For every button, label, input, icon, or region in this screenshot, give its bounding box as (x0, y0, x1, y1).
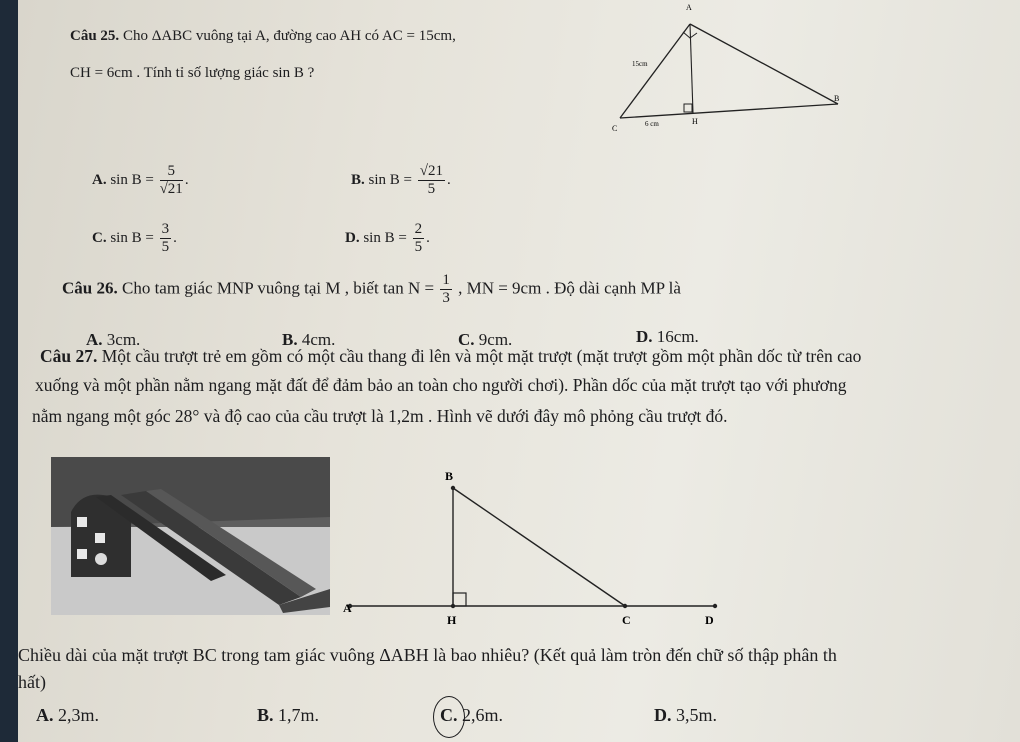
q27-option-c[interactable] (440, 705, 503, 726)
q26-label: Câu 26. (62, 278, 118, 298)
q26-question (62, 272, 681, 308)
q25-option-c-den: 5 (161, 239, 170, 256)
q27-question-2: hất) (18, 672, 46, 692)
q25-option-a-den: √21 (159, 181, 183, 198)
q26-option-d-text: 16cm. (656, 327, 699, 346)
q27-text-2: xuống và một phần nằm ngang mặt đất để đảm bảo an toàn cho người chơi). Phần dốc của mặt trượt tạo với phương (35, 375, 847, 395)
q25-fig-label-H: H (692, 117, 698, 126)
q27-question-1: Chiều dài của mặt trượt BC trong tam giác vuông ΔABH là bao nhiêu? (Kết quả làm tròn đến chữ số thập phân th (18, 645, 837, 665)
q27-label: Câu 27. (40, 346, 98, 366)
q25-option-a-letter: A. (92, 172, 107, 189)
q26-option-a-letter: A. (86, 330, 103, 349)
q25-option-b-lhs: sin B = (368, 172, 412, 189)
q27-option-d[interactable] (654, 705, 717, 726)
q26-frac-den: 3 (442, 290, 450, 307)
q27-option-a-text: 2,3m. (58, 705, 100, 725)
q25-label: Câu 25. (70, 28, 120, 44)
paper-page (18, 0, 1020, 742)
q25-option-c-tail: . (173, 230, 177, 247)
slide-photo (51, 457, 330, 615)
q25-option-b[interactable] (351, 163, 451, 199)
q26-option-c-text: 9cm. (478, 330, 513, 349)
q25-option-b-tail: . (446, 172, 451, 189)
q25-option-d[interactable] (345, 221, 430, 257)
q25-fig-label-C: C (612, 124, 618, 133)
q27-option-a[interactable] (36, 705, 99, 726)
q27-text-3: nằm ngang một góc 28° và độ cao của cầu trượt là 1,2m . Hình vẽ dưới đây mô phỏng cầu trượt đó. (32, 406, 728, 426)
q25-option-b-den: 5 (427, 181, 436, 198)
q25-option-c[interactable] (92, 221, 177, 257)
q27-fig-label-D: D (705, 613, 714, 627)
q25-option-c-lhs: sin B = (110, 230, 154, 247)
q27-option-c-text: 2,6m. (462, 705, 504, 725)
q25-option-d-den: 5 (414, 239, 423, 256)
q25-option-c-letter: C. (92, 230, 107, 247)
q26-option-b-letter: B. (282, 330, 298, 349)
q25-fig-label-ch: 6 cm (645, 120, 659, 128)
q25-fig-label-A: A (686, 3, 692, 12)
q26-text-post: , MN = 9cm . Độ dài cạnh MP là (458, 278, 681, 298)
q27-fig-label-B: B (445, 469, 454, 483)
q25-option-d-letter: D. (345, 230, 360, 247)
q26-frac-num: 1 (440, 272, 452, 290)
q25-option-a[interactable] (92, 163, 189, 199)
q25-fig-label-B: B (834, 94, 840, 103)
q25-text-1: Cho ΔABC vuông tại A, đường cao AH có AC = 15cm, (122, 28, 456, 44)
q25-line1 (70, 28, 456, 45)
q27-line1: Một cầu trượt trẻ em gồm có một cầu thang đi lên và một mặt trượt (mặt trượt gồm một phần dốc từ trên cao (101, 346, 862, 366)
q26-option-d[interactable] (636, 327, 699, 347)
q27-option-d-text: 3,5m. (676, 705, 718, 725)
q27-fig-label-C: C (622, 613, 631, 627)
q26-option-d-letter: D. (636, 327, 653, 346)
q27-option-c-letter: C. (440, 705, 458, 725)
q27-fig-label-A: A (343, 601, 352, 615)
q25-option-a-num: 5 (160, 163, 183, 181)
q27-option-b-letter: B. (257, 705, 274, 725)
q25-option-c-num: 3 (160, 221, 172, 239)
q26-text-pre: Cho tam giác MNP vuông tại M , biết tan N = (121, 278, 435, 298)
q27-option-d-letter: D. (654, 705, 672, 725)
q26-option-a-text: 3cm. (106, 330, 141, 349)
q25-option-b-num: √21 (418, 163, 445, 181)
q26-option-b-text: 4cm. (301, 330, 336, 349)
q25-option-a-lhs: sin B = (110, 172, 154, 189)
q25-option-d-num: 2 (413, 221, 425, 239)
q25-option-d-tail: . (426, 230, 430, 247)
q25-option-b-letter: B. (351, 172, 365, 189)
q27-fig-label-H: H (447, 613, 457, 627)
q25-fig-label-ac: 15cm (632, 60, 648, 68)
q25-triangle-figure (600, 0, 860, 140)
q27-option-a-letter: A. (36, 705, 54, 725)
q27-slide-figure (335, 460, 725, 630)
q25-text-2: CH = 6cm . Tính tỉ số lượng giác sin B ? (70, 65, 315, 81)
q26-option-c-letter: C. (458, 330, 475, 349)
q27-option-b[interactable] (257, 705, 319, 726)
q27-text-1 (40, 346, 861, 367)
q25-option-a-tail: . (184, 172, 189, 189)
q25-option-d-lhs: sin B = (363, 230, 407, 247)
q27-option-b-text: 1,7m. (278, 705, 320, 725)
